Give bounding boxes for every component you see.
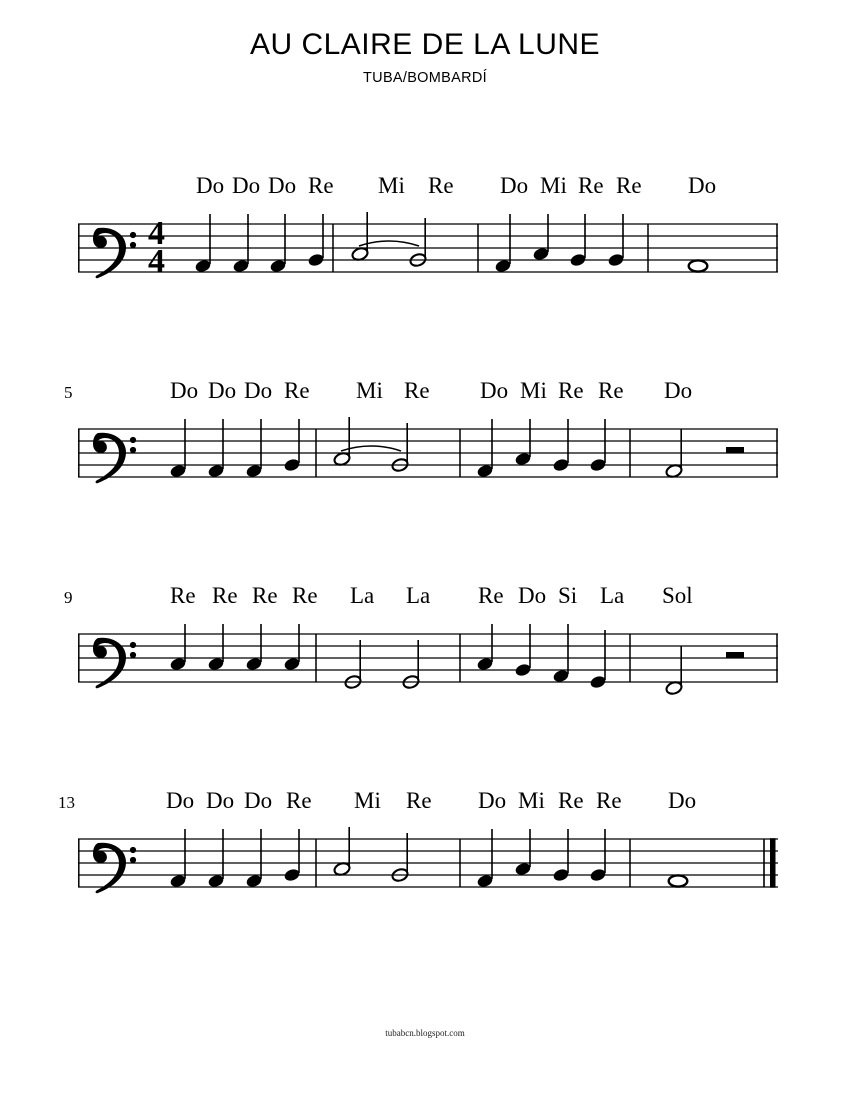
- staff-1: [78, 204, 778, 324]
- lyrics-row-3: [0, 580, 850, 614]
- lyric-syllable: La: [406, 583, 431, 608]
- note-group-m5: [169, 419, 301, 479]
- note-group-m7: [476, 419, 607, 479]
- lyric-syllable: Re: [578, 173, 604, 198]
- lyric-syllable: Do: [688, 173, 717, 198]
- note-group-m4: [689, 260, 708, 271]
- half-rest: [726, 447, 744, 453]
- lyric-syllable: Mi: [354, 788, 381, 813]
- svg-text:4: 4: [148, 243, 165, 280]
- lyric-syllable: Re: [252, 583, 278, 608]
- note-group-m3: [494, 214, 625, 274]
- lyric-syllable: Do: [518, 583, 547, 608]
- measure-number: 9: [64, 588, 73, 607]
- lyric-syllable: Do: [244, 788, 273, 813]
- staff-3: [78, 614, 778, 734]
- bass-clef-icon: [93, 638, 136, 689]
- lyric-syllable: Re: [308, 173, 334, 198]
- lyric-syllable: La: [600, 583, 625, 608]
- note-group-m8: [665, 429, 744, 479]
- time-signature: [148, 215, 165, 280]
- staff-4: [78, 819, 778, 939]
- lyric-syllable: Re: [170, 583, 196, 608]
- staff-2: [78, 409, 778, 529]
- lyric-syllable: Si: [558, 583, 578, 608]
- lyric-syllable: Mi: [540, 173, 567, 198]
- half-rest: [726, 652, 744, 658]
- note-group-m1: [194, 214, 325, 274]
- page-subtitle: TUBA/BOMBARDÍ: [363, 70, 487, 86]
- lyrics-row-1: [0, 170, 850, 204]
- lyric-syllable: La: [350, 583, 375, 608]
- lyric-syllable: Re: [286, 788, 312, 813]
- lyric-syllable: Re: [616, 173, 642, 198]
- lyric-syllable: Do: [478, 788, 507, 813]
- note-group-m12: [665, 646, 744, 696]
- lyric-syllable: Re: [596, 788, 622, 813]
- lyric-syllable: Mi: [356, 378, 383, 403]
- lyric-syllable: Re: [292, 583, 318, 608]
- lyric-syllable: Do: [206, 788, 235, 813]
- lyric-syllable: Re: [406, 788, 432, 813]
- lyric-syllable: Re: [558, 378, 584, 403]
- lyric-syllable: Do: [664, 378, 693, 403]
- lyric-syllable: Re: [404, 378, 430, 403]
- music-system-2: [0, 375, 850, 545]
- svg-text:4: 4: [148, 215, 165, 252]
- lyric-syllable: Re: [598, 378, 624, 403]
- measure-number: 5: [64, 383, 73, 402]
- music-system-3: [0, 580, 850, 750]
- lyric-syllable: Do: [208, 378, 237, 403]
- lyric-syllable: Re: [212, 583, 238, 608]
- lyric-syllable: Re: [558, 788, 584, 813]
- page-credit: tubabcn.blogspot.com: [385, 1028, 465, 1038]
- page-title: AU CLAIRE DE LA LUNE: [249, 28, 601, 61]
- bass-clef-icon: [93, 843, 136, 894]
- lyric-syllable: Re: [284, 378, 310, 403]
- lyric-syllable: Do: [500, 173, 529, 198]
- lyric-syllable: Do: [668, 788, 697, 813]
- bass-clef-icon: [93, 228, 136, 279]
- lyric-syllable: Do: [480, 378, 509, 403]
- music-system-4: [0, 785, 850, 955]
- lyric-syllable: Mi: [378, 173, 405, 198]
- lyric-syllable: Re: [428, 173, 454, 198]
- note-group-m13: [169, 829, 301, 889]
- note-group-m9: [169, 624, 301, 672]
- lyric-syllable: Do: [244, 378, 273, 403]
- lyric-syllable: Mi: [518, 788, 545, 813]
- measure-number: 13: [58, 793, 75, 812]
- music-system-1: [0, 170, 850, 340]
- lyric-syllable: Do: [196, 173, 225, 198]
- lyrics-row-2: [0, 375, 850, 409]
- lyrics-row-4: [0, 785, 850, 819]
- lyric-syllable: Re: [478, 583, 504, 608]
- lyric-syllable: Do: [170, 378, 199, 403]
- bass-clef-icon: [93, 433, 136, 484]
- lyric-syllable: Mi: [520, 378, 547, 403]
- note-group-m16: [669, 875, 688, 886]
- lyric-syllable: Do: [268, 173, 297, 198]
- lyric-syllable: Sol: [662, 583, 693, 608]
- note-group-m15: [476, 829, 607, 889]
- lyric-syllable: Do: [232, 173, 261, 198]
- lyric-syllable: Do: [166, 788, 195, 813]
